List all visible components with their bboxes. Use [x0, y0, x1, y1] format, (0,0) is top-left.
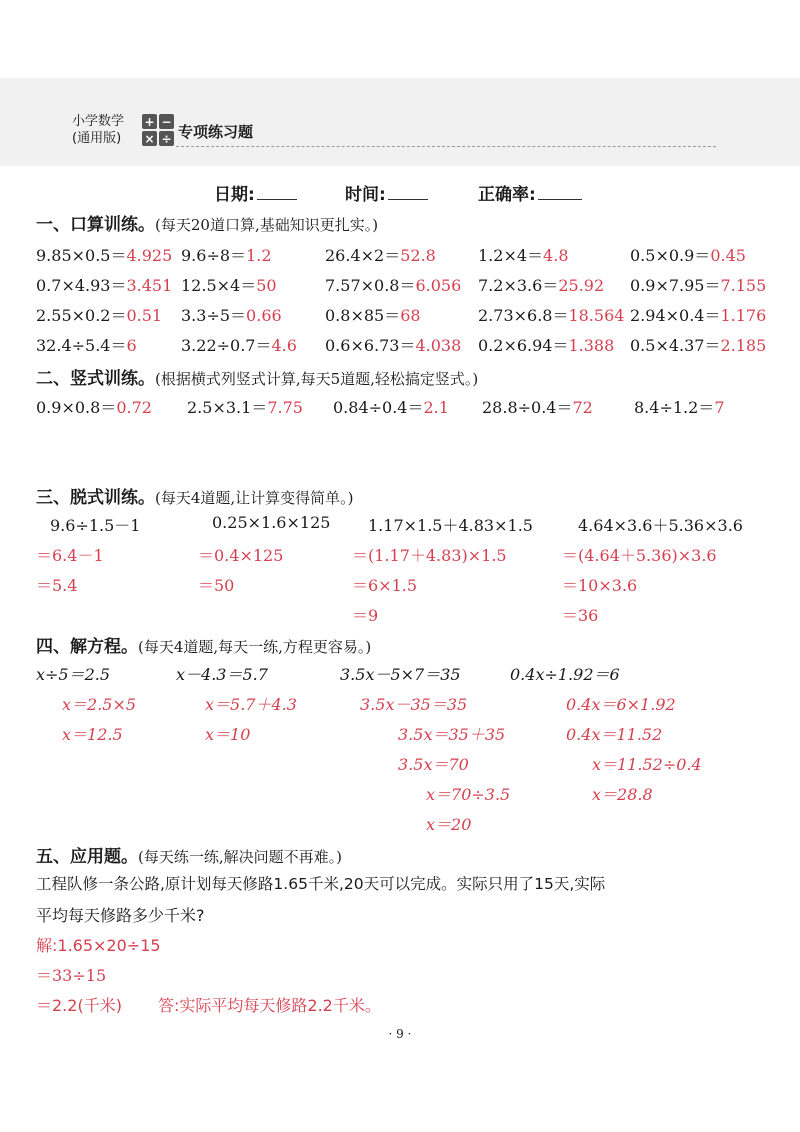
equation-step: x＝70÷3.5 [426, 785, 511, 804]
oral-item: 9.6÷8＝1.2 [181, 246, 272, 265]
oral-item: 2.55×0.2＝0.51 [36, 306, 163, 325]
oral-item: 12.5×4＝50 [181, 276, 277, 295]
vertical-item: 2.5×3.1＝7.75 [187, 398, 303, 417]
equation-step: x＝2.5×5 [62, 695, 137, 714]
equation-step: 3.5x＝35＋35 [398, 725, 506, 744]
equation-step: x＝12.5 [62, 725, 123, 744]
equation-question: 3.5x－5×7＝35 [340, 665, 461, 684]
problem-text-line-2: 平均每天修路多少千米? [36, 906, 205, 925]
equation-step: x＝28.8 [592, 785, 653, 804]
date-blank[interactable] [257, 183, 297, 200]
equation-step: 0.4x＝11.52 [566, 725, 663, 744]
oral-item: 0.7×4.93＝3.451 [36, 276, 173, 295]
oral-item: 2.94×0.4＝1.176 [630, 306, 767, 325]
oral-item: 3.22÷0.7＝4.6 [181, 336, 297, 355]
oral-item: 32.4÷5.4＝6 [36, 336, 137, 355]
accuracy-field [478, 180, 582, 205]
header-title: 专项练习题 [178, 123, 254, 141]
stepwise-question: 4.64×3.6＋5.36×3.6 [578, 516, 743, 535]
header-divider [176, 146, 716, 147]
vertical-item: 0.9×0.8＝0.72 [36, 398, 152, 417]
stepwise-step: ＝5.4 [36, 576, 78, 595]
stepwise-step: ＝0.4×125 [198, 546, 284, 565]
times-icon: × [142, 131, 157, 146]
vertical-item: 0.84÷0.4＝2.1 [333, 398, 449, 417]
vertical-item: 28.8÷0.4＝72 [482, 398, 593, 417]
stepwise-step: ＝50 [198, 576, 235, 595]
oral-item: 0.5×4.37＝2.185 [630, 336, 767, 355]
stepwise-step: ＝36 [562, 606, 599, 625]
date-field [214, 180, 297, 205]
oral-item: 7.57×0.8＝6.056 [325, 276, 462, 295]
oral-item: 1.2×4＝4.8 [478, 246, 569, 265]
oral-item: 0.2×6.94＝1.388 [478, 336, 615, 355]
equation-step: 0.4x＝6×1.92 [566, 695, 676, 714]
equation-question: x÷5＝2.5 [36, 665, 111, 684]
header-subject: 小学数学 [72, 114, 125, 129]
solution-line-1: 解:1.65×20÷15 [36, 936, 161, 955]
stepwise-step: ＝(1.17＋4.83)×1.5 [352, 546, 507, 565]
oral-item: 7.2×3.6＝25.92 [478, 276, 605, 295]
plus-icon: + [142, 114, 157, 129]
stepwise-step: ＝9 [352, 606, 379, 625]
oral-item: 0.9×7.95＝7.155 [630, 276, 767, 295]
oral-item: 0.6×6.73＝4.038 [325, 336, 462, 355]
oral-item: 0.5×0.9＝0.45 [630, 246, 746, 265]
equation-step: 3.5x－35＝35 [360, 695, 468, 714]
equation-question: 0.4x÷1.92＝6 [510, 665, 620, 684]
stepwise-question: 9.6÷1.5－1 [50, 516, 141, 535]
operators-icon [142, 114, 174, 146]
oral-item: 9.85×0.5＝4.925 [36, 246, 173, 265]
vertical-item: 8.4÷1.2＝7 [634, 398, 725, 417]
equation-step: x＝20 [426, 815, 472, 834]
solution-line-3: ＝2.2(千米) [36, 996, 122, 1015]
section-vertical-title: 二、竖式训练。(根据横式列竖式计算,每天5道题,轻松搞定竖式。) [36, 369, 479, 389]
section-word-problem-title: 五、应用题。(每天练一练,解决问题不再难。) [36, 847, 342, 867]
top-margin [0, 0, 800, 78]
accuracy-label: 正确率: [478, 185, 536, 205]
stepwise-question: 1.17×1.5＋4.83×1.5 [368, 516, 533, 535]
equation-step: x＝5.7＋4.3 [205, 695, 297, 714]
stepwise-step: ＝(4.64＋5.36)×3.6 [562, 546, 717, 565]
equation-step: x＝11.52÷0.4 [592, 755, 702, 774]
section-oral-title: 一、口算训练。(每天20道口算,基础知识更扎实。) [36, 215, 379, 235]
section-equations-title: 四、解方程。(每天4道题,每天一练,方程更容易。) [36, 637, 372, 657]
equation-step: x＝10 [205, 725, 251, 744]
oral-item: 3.3÷5＝0.66 [181, 306, 282, 325]
divide-icon: ÷ [159, 131, 174, 146]
solution-line-2: ＝33÷15 [36, 966, 107, 985]
page-number: · 9 · [388, 1027, 412, 1041]
oral-item: 26.4×2＝52.8 [325, 246, 436, 265]
stepwise-step: ＝10×3.6 [562, 576, 638, 595]
answer-sentence: 答:实际平均每天修路2.2千米。 [158, 996, 381, 1015]
problem-text-line-1: 工程队修一条公路,原计划每天修路1.65千米,20天可以完成。实际只用了15天,实际 [36, 875, 606, 893]
equation-step: 3.5x＝70 [398, 755, 469, 774]
equation-question: x－4.3＝5.7 [176, 665, 268, 684]
oral-item: 2.73×6.8＝18.564 [478, 306, 625, 325]
time-blank[interactable] [388, 183, 428, 200]
oral-item: 0.8×85＝68 [325, 306, 421, 325]
time-label: 时间: [345, 185, 386, 205]
time-field [345, 180, 428, 205]
accuracy-blank[interactable] [538, 183, 582, 200]
header-edition: (通用版) [72, 131, 122, 146]
date-label: 日期: [214, 185, 255, 205]
minus-icon: − [159, 114, 174, 129]
stepwise-question: 0.25×1.6×125 [212, 513, 331, 532]
section-stepwise-title: 三、脱式训练。(每天4道题,让计算变得简单。) [36, 488, 354, 508]
stepwise-step: ＝6×1.5 [352, 576, 418, 595]
stepwise-step: ＝6.4－1 [36, 546, 104, 565]
